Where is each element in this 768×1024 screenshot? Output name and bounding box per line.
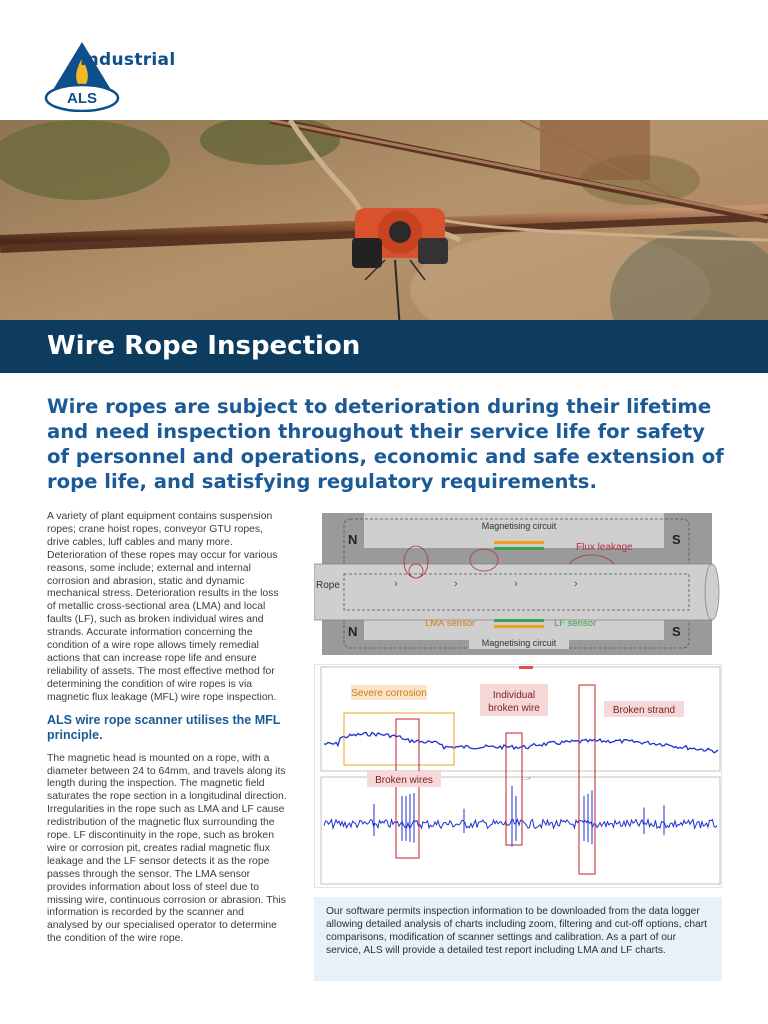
rope-label: Rope — [316, 580, 340, 591]
body-paragraph-1: A variety of plant equipment contains suspension ropes; crane hoist ropes, conveyor GTU ropes, drive cables, luff cables and many more. Deterioration of these ropes may occur for various reasons, some include; external and internal corrosion and abrasion, static and dynamic mechanical stress. Deterioration results in the loss of metallic cross-sectional area (LMA) and local faults (LF), such as broken individual wires and strands. Accurate information concerning the condition of a wire rope allows timely remedial actions that can increase rope life and ensure reliability of assets. The most effective method for determining the condition of wire ropes is via magnetic flux leakage (MFL) wire rope inspection. — [47, 511, 279, 703]
lf-sensor-label: LF sensor — [554, 618, 597, 629]
individual-broken-wire-label-1: Individual — [492, 690, 536, 701]
pole-s-top: S — [672, 532, 681, 547]
logo-als-text: ALS — [67, 90, 97, 107]
lf-sensor-bar-top — [494, 547, 544, 550]
magnetising-circuit-top-label: Magnetising circuit — [481, 521, 557, 531]
mfl-diagram — [314, 512, 724, 657]
lma-sensor-bar-top — [494, 541, 544, 544]
svg-text:— LF: — LF — [521, 776, 531, 781]
flux-leakage-label: Flux leakage — [576, 542, 633, 553]
magnetising-circuit-bottom-label: Magnetising circuit — [481, 638, 557, 648]
intro-statement: Wire ropes are subject to deterioration during their lifetime and need inspection throughout their service life for safety of personnel and operations, economic and safe extension of rope life, and satisfying regulatory requirements. — [47, 395, 724, 493]
pole-s-bottom: S — [672, 624, 681, 639]
individual-broken-wire-label-2: broken wire — [488, 703, 540, 714]
lma-sensor-bar-bottom — [494, 625, 544, 628]
lf-sensor-bar-bottom — [494, 619, 544, 622]
svg-text:›: › — [394, 578, 398, 590]
inspection-charts — [314, 664, 722, 888]
rope — [314, 564, 712, 620]
svg-text:›: › — [454, 578, 458, 590]
broken-strand-label: Broken strand — [612, 705, 676, 716]
pole-n-bottom: N — [348, 624, 358, 639]
callout-text: Our software permits inspection information to be downloaded from the data logger allowing detailed analysis of charts including zoom, filtering and cut-off options, chart comparisons, modification of scanner settings and calibration. As a part of our service, ALS will provide a detailed test report including LMA and LF charts. — [326, 906, 707, 956]
section-subheading: ALS wire rope scanner utilises the MFL principle. — [47, 712, 281, 742]
svg-text:›: › — [514, 578, 518, 590]
broken-wires-label: Broken wires — [375, 775, 433, 786]
lf-chart-panel — [321, 777, 720, 884]
severe-corrosion-label: Severe corrosion — [351, 688, 427, 699]
body-paragraph-2: The magnetic head is mounted on a rope, with a diameter between 24 to 64mm, and travels along its length during the inspection. The magnetic field saturates the rope section in a longitudinal direction. Irregularities in the rope such as LMA and LF cause redistribution of the magnetic flux surrounding the rope. LF discontinuity in the rope, such as broken wire or corrosion pit, creates radial magnetic flux leakage and the LF sensor detects it as the rope passes through the sensor. The LMA sensor provides information about loss of steel due to missing wire, continuous corrosion or abrasion. This information is recorded by the scanner and analysed by our specialised operator to determine the condition of the wire rope. — [47, 752, 287, 945]
company-name: Industrial — [80, 50, 176, 70]
svg-text:›: › — [574, 578, 578, 590]
lma-chart-panel — [321, 667, 720, 771]
software-callout — [314, 897, 722, 981]
pole-n-top: N — [348, 532, 358, 547]
page-title: Wire Rope Inspection — [47, 331, 361, 361]
body-column — [47, 511, 287, 946]
lma-sensor-label: LMA sensor — [425, 618, 476, 629]
